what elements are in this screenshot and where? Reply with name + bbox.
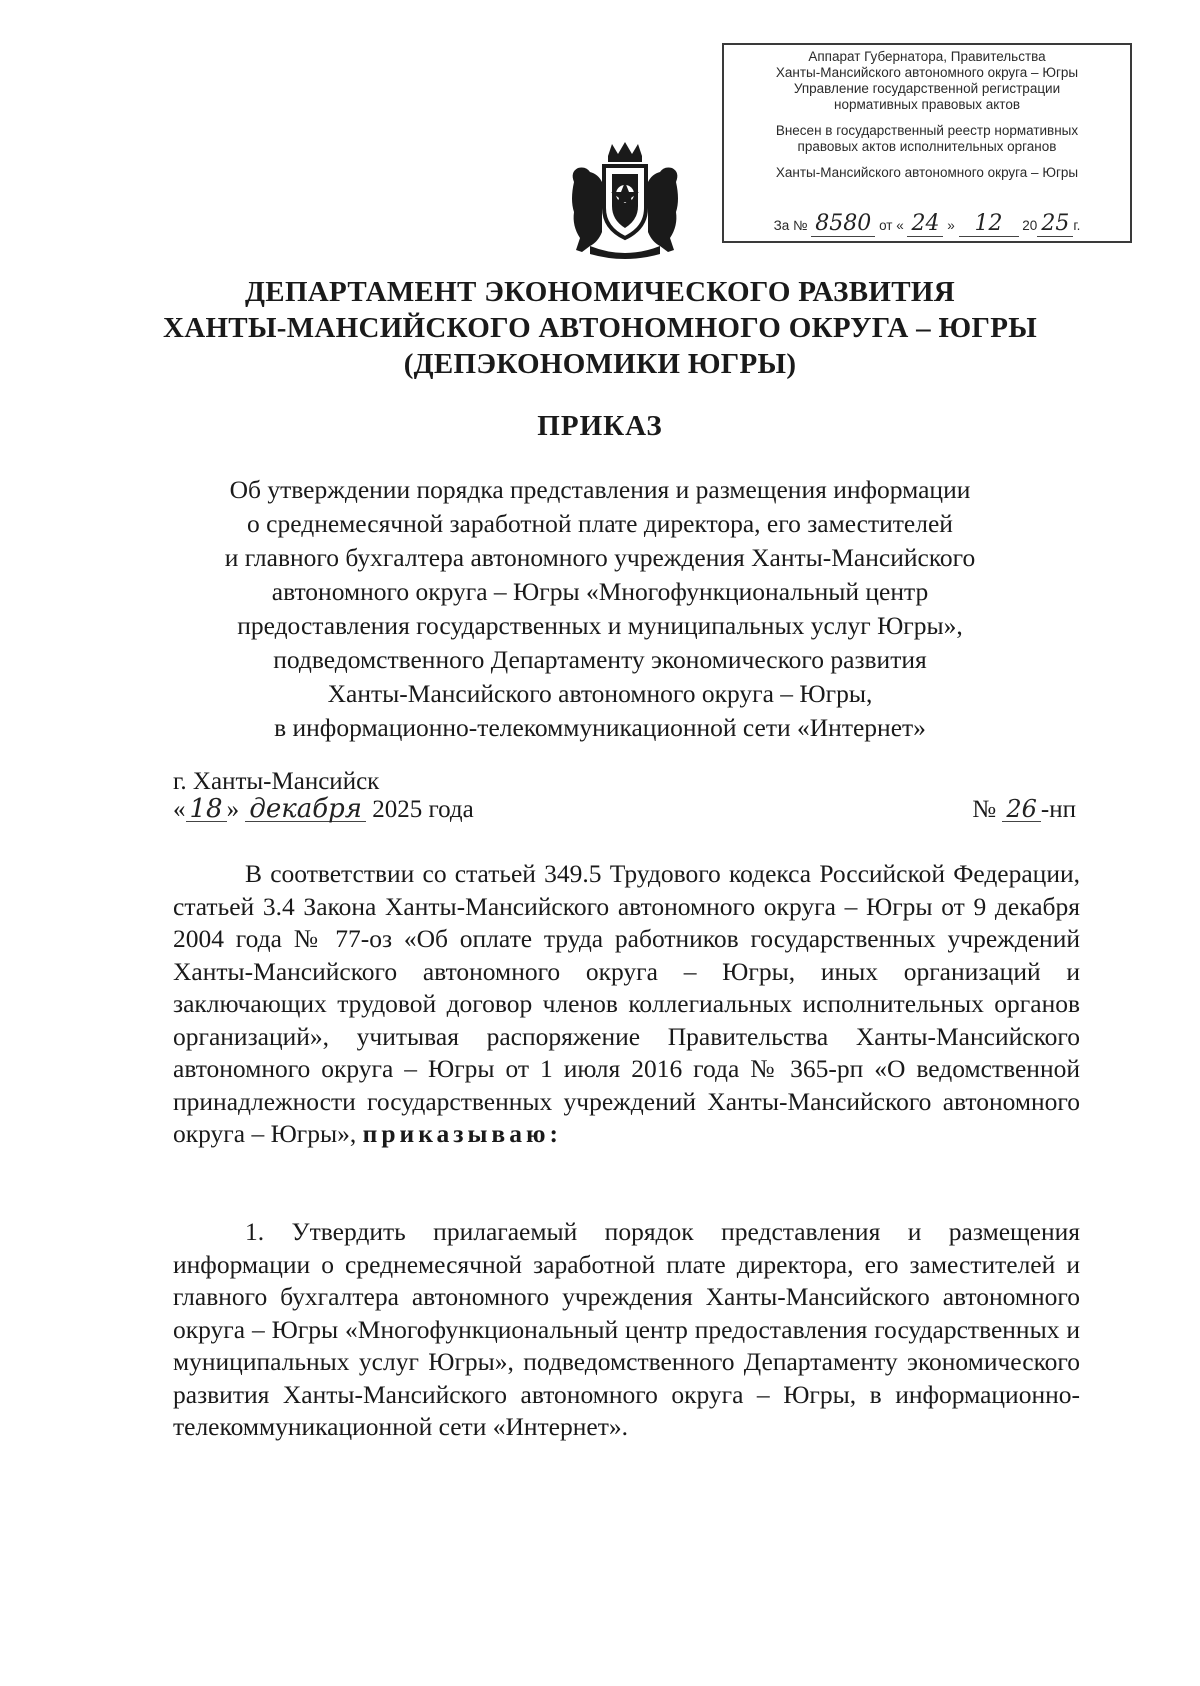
stamp-quote-close: » <box>947 218 955 233</box>
coat-of-arms-icon <box>568 142 682 260</box>
date-day: 18 <box>186 797 227 822</box>
stamp-no-value: 8580 <box>811 212 875 237</box>
title-line: в информационно-телекоммуникационной сети «Интернет» <box>274 713 926 742</box>
order-word: приказываю <box>362 1119 550 1148</box>
title-line: Ханты-Мансийского автономного округа – Югры, <box>327 679 873 708</box>
number-value: 26 <box>1002 797 1041 822</box>
heading-line: (ДЕПЭКОНОМИКИ ЮГРЫ) <box>403 348 797 380</box>
order-number <box>972 796 1076 824</box>
title-line: подведомственного Департаменту экономического развития <box>273 645 927 674</box>
date-month: декабря <box>245 797 366 822</box>
stamp-year-prefix: 20 <box>1022 218 1038 233</box>
stamp-line: Внесен в государственный реестр нормативных <box>775 123 1079 138</box>
order-title <box>150 473 1050 745</box>
stamp-line: Управление государственной регистрации <box>793 81 1061 96</box>
stamp-line: Ханты-Мансийского автономного округа – Югры <box>775 65 1079 80</box>
stamp-no-label: За № <box>773 218 808 233</box>
order-colon: : <box>549 1119 558 1148</box>
stamp-year-end: г. <box>1073 218 1081 233</box>
title-line: автономного округа – Югры «Многофункциональный центр <box>271 577 929 606</box>
place-of-issue: г. Ханты-Мансийск <box>173 768 380 795</box>
title-line: о среднемесячной заработной плате директора, его заместителей <box>247 509 953 538</box>
stamp-registration-number <box>724 212 1130 237</box>
department-heading <box>150 274 1050 382</box>
stamp-line: Аппарат Губернатора, Правительства <box>808 49 1046 64</box>
stamp-month: 12 <box>959 212 1019 237</box>
number-suffix: -нп <box>1040 796 1076 823</box>
date-quote-close: » <box>226 796 240 823</box>
title-line: Об утверждении порядка представления и размещения информации <box>229 475 971 504</box>
registration-stamp <box>722 43 1132 243</box>
heading-line: ДЕПАРТАМЕНТ ЭКОНОМИЧЕСКОГО РАЗВИТИЯ <box>245 276 955 308</box>
stamp-day: 24 <box>907 212 943 237</box>
preamble-paragraph <box>173 858 1080 1151</box>
heading-line: ХАНТЫ-МАНСИЙСКОГО АВТОНОМНОГО ОКРУГА – ЮГРЫ <box>162 312 1038 344</box>
stamp-year-suffix: 25 <box>1037 212 1073 237</box>
date-year: 2025 года <box>372 796 474 823</box>
date-quote-open: « <box>173 796 186 823</box>
title-line: и главного бухгалтера автономного учреждения Ханты-Мансийского <box>224 543 976 572</box>
clause-1-paragraph: 1. Утвердить прилагаемый порядок представления и размещения информации о среднемесячной заработной плате директора, его заместителей и главного бухгалтера автономного учреждения Ханты-Мансийского автономного округа – Югры «Многофункциональный центр предоставления государственных и муниципальных услуг Югры», подведомственного Департаменту экономического развития Ханты-Мансийского автономного округа – Югры, в информационно-телекоммуникационной сети «Интернет». <box>173 1217 1080 1441</box>
document-type: ПРИКАЗ <box>537 410 663 442</box>
stamp-line: нормативных правовых актов <box>833 97 1021 112</box>
issue-date <box>173 796 474 824</box>
title-line: предоставления государственных и муниципальных услуг Югры», <box>237 611 963 640</box>
stamp-from-label: от « <box>879 218 904 233</box>
stamp-line: Ханты-Мансийского автономного округа – Югры <box>775 165 1079 180</box>
stamp-line: правовых актов исполнительных органов <box>797 139 1057 154</box>
number-prefix: № <box>972 796 997 823</box>
preamble-text: В соответствии со статьей 349.5 Трудового кодекса Российской Федерации, статьей 3.4 Закона Ханты-Мансийского автономного округа – Югры от 9 декабря 2004 года № 77-оз «Об оплате труда работников государственных учреждений Ханты-Мансийского автономного округа – Югры, иных организаций и заключающих трудовой договор членов коллегиальных исполнительных органов организаций», учитывая распоряжение Правительства Ханты-Мансийского автономного округа – Югры от 1 июля 2016 года № 365-рп «О ведомственной принадлежности государственных учреждений Ханты-Мансийского автономного округа – Югры», <box>173 859 1080 1148</box>
